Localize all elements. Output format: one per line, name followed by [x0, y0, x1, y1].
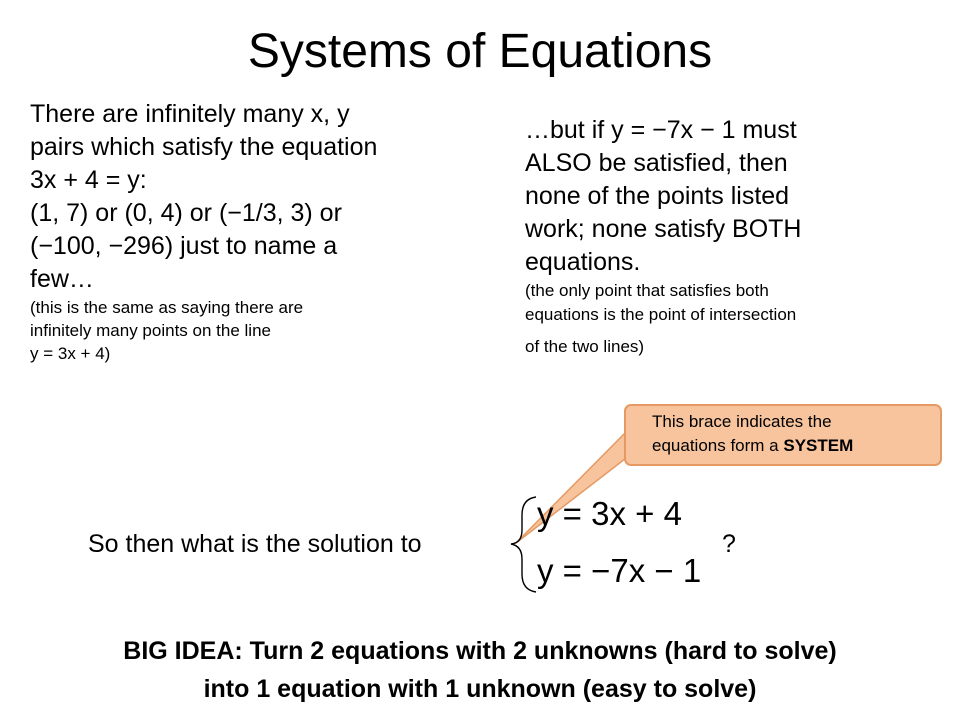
callout-system-word: SYSTEM — [783, 436, 854, 455]
left-line-5: (−100, −296) just to name a — [30, 232, 338, 260]
question-mark: ? — [722, 530, 736, 558]
big-idea-line-2: into 1 equation with 1 unknown (easy to solve) — [203, 675, 757, 703]
slide-title: Systems of Equations — [247, 25, 713, 78]
callout-line-1: This brace indicates the — [652, 412, 832, 431]
big-idea — [0, 632, 960, 708]
left-note-1: (this is the same as saying there are — [30, 298, 304, 317]
right-note-1: (the only point that satisfies both — [525, 281, 769, 300]
callout-line-2-prefix: equations form a — [652, 436, 784, 455]
system-brace — [511, 497, 536, 592]
left-line-3: 3x + 4 = y: — [30, 166, 147, 194]
right-line-2: ALSO be satisfied, then — [525, 149, 788, 177]
right-line-1: …but if y = −7x − 1 must — [525, 116, 797, 144]
left-note-2: infinitely many points on the line — [30, 321, 271, 340]
left-note-3: y = 3x + 4) — [30, 344, 111, 363]
callout-text — [652, 410, 942, 458]
right-text-block — [525, 114, 905, 359]
callout-line-2 — [652, 434, 942, 458]
left-line-6: few… — [30, 265, 94, 293]
left-line-4: (1, 7) or (0, 4) or (−1/3, 3) or — [30, 199, 342, 227]
left-line-2: pairs which satisfy the equation — [30, 133, 378, 161]
equation-2: y = −7x − 1 — [537, 552, 702, 589]
right-line-3: none of the points listed — [525, 182, 790, 210]
left-line-1: There are infinitely many x, y — [30, 100, 350, 128]
left-text-block — [30, 98, 480, 365]
right-note-3: of the two lines) — [525, 337, 645, 356]
question-text: So then what is the solution to — [88, 530, 422, 558]
equation-1: y = 3x + 4 — [537, 495, 682, 532]
right-note-2: equations is the point of intersection — [525, 305, 797, 324]
right-line-5: equations. — [525, 248, 641, 276]
right-line-4: work; none satisfy BOTH — [525, 215, 802, 243]
big-idea-line-1: BIG IDEA: Turn 2 equations with 2 unknowns (hard to solve) — [123, 637, 837, 665]
